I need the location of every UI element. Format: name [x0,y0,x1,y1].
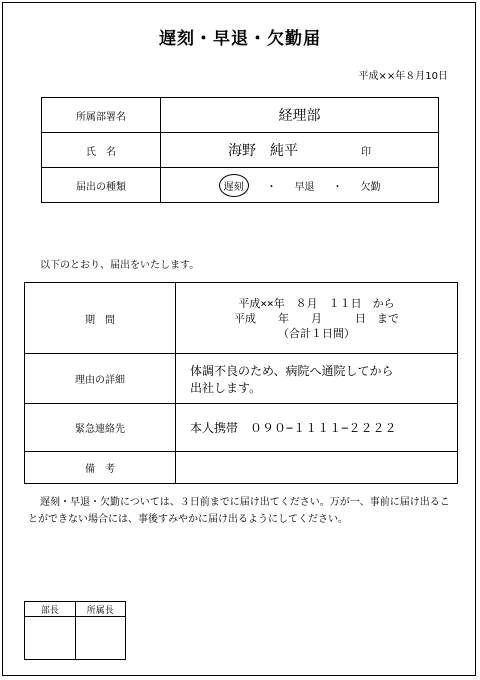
approval-table [24,601,126,660]
seal-mark: 印 [360,147,371,158]
form-title: 遅刻・早退・欠勤届 [159,29,321,49]
name-label: 氏 名 [42,133,161,168]
dept-value[interactable]: 経理部 [161,98,439,133]
manager-stamp-box[interactable] [25,617,76,660]
remarks-value[interactable] [176,452,458,484]
type-option-absence[interactable]: 欠勤 [360,181,381,193]
contact-label: 緊急連絡先 [25,404,176,452]
dept-label: 所属部署名 [42,98,161,133]
reason-label: 理由の詳細 [25,354,176,404]
name-cell[interactable] [161,133,439,168]
submission-note: 遅刻・早退・欠勤については、３日前までに届け出てください。万が一、事前に届け出ることができない場合には、事後すみやかに届け出るようにしてください。 [28,497,450,525]
period-to: 平成 年 月 日 まで [234,311,399,325]
type-cell[interactable] [161,168,439,203]
period-total: （合計１日間） [278,326,355,340]
contact-value[interactable]: 本人携帯 ０９０−１１１１−２２２２ [176,404,458,452]
reason-line-1: 体調不良のため、病院へ通院してから [190,363,394,378]
dept-head-label: 所属長 [75,602,126,617]
dept-head-stamp-box[interactable] [75,617,126,660]
type-separator: ・ [332,181,343,193]
reason-line-2: 出社します。 [190,380,262,395]
period-from: 平成××年 ８月 １１日 から [238,296,395,310]
manager-label: 部長 [25,602,76,617]
name-value: 海野 純平 [228,143,299,159]
period-cell[interactable] [176,283,458,354]
type-option-late[interactable]: 遅刻 [219,174,249,197]
details-table [24,282,458,484]
reason-cell[interactable] [176,354,458,404]
type-label: 届出の種類 [42,168,161,203]
intro-text: 以下のとおり、届出をいたします。 [40,260,200,271]
period-label: 期 間 [25,283,176,354]
type-separator: ・ [266,181,277,193]
applicant-table [41,97,439,203]
submission-date: 平成××年８月10日 [358,71,448,82]
type-option-early-leave[interactable]: 早退 [294,181,315,193]
remarks-label: 備 考 [25,452,176,484]
